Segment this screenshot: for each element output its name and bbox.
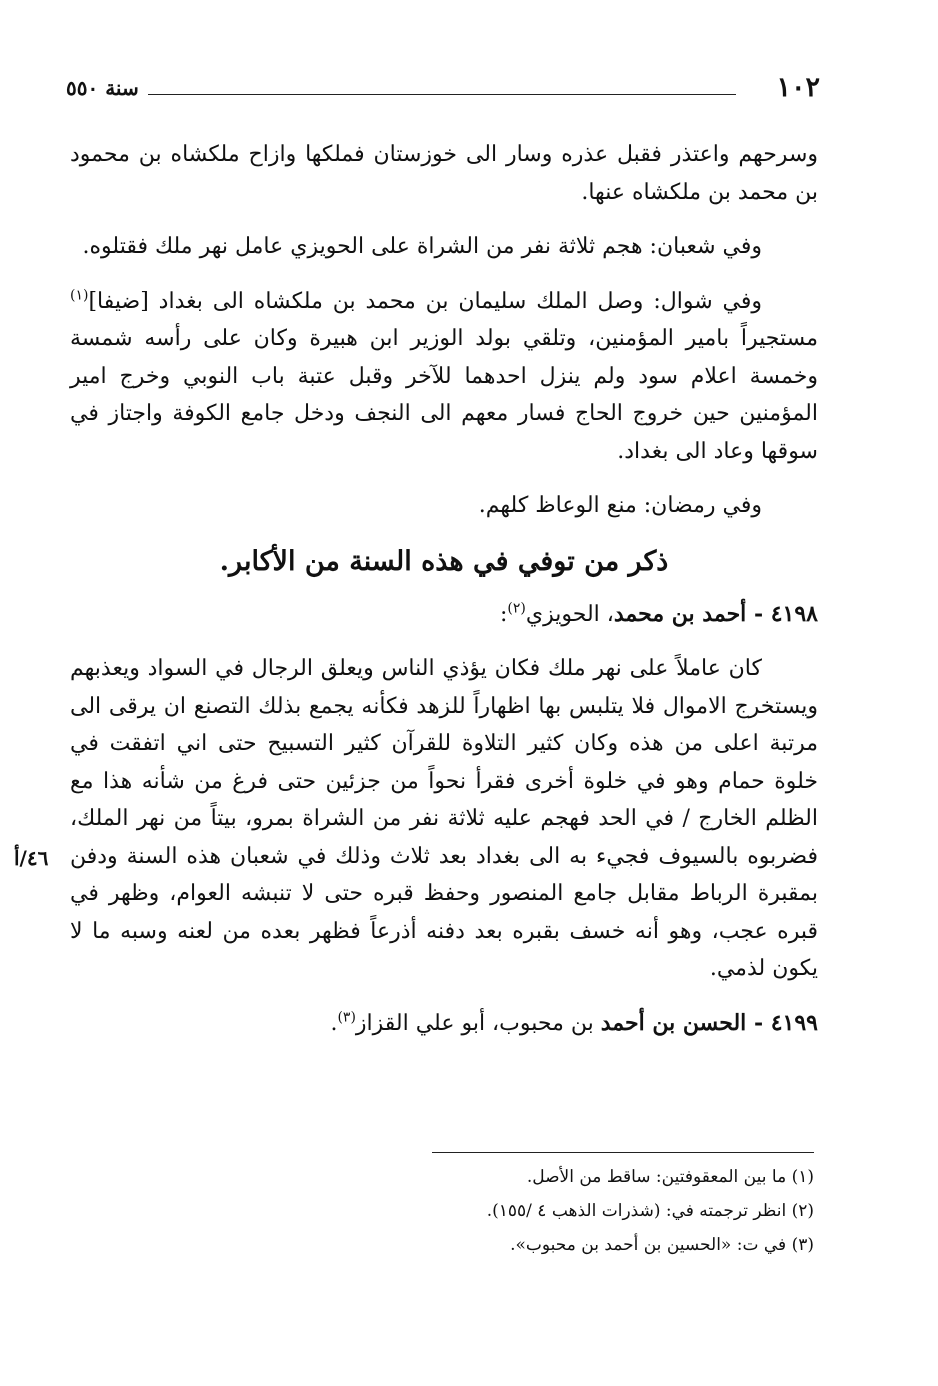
entry-suffix: : bbox=[500, 601, 508, 627]
entry-title: ٤١٩٨ - أحمد بن محمد، الحويزي$^{(٢)}$: bbox=[500, 600, 818, 627]
entry-title: ٤١٩٩ - الحسن بن أحمد بن محبوب، أبو علي القزاز$^{(٣)}$. bbox=[330, 1009, 818, 1036]
footnote-ref: (١) bbox=[70, 287, 89, 304]
entry-rest: بن محبوب، أبو علي القزاز bbox=[355, 1010, 601, 1036]
manuscript-folio-marker: ٤٦/أ bbox=[14, 846, 49, 870]
section-heading: ذكر من توفي في هذه السنة من الأكابر. bbox=[219, 545, 669, 577]
paragraph: وفي شعبان: هجم ثلاثة نفر من الشراة على الحويزي عامل نهر ملك فقتلوه. bbox=[82, 234, 762, 259]
header-rule bbox=[148, 94, 736, 95]
paragraph: وفي رمضان: منع الوعاظ كلهم. bbox=[478, 493, 762, 518]
footnote: (١) ما بين المعقوفتين: ساقط من الأصل. bbox=[526, 1167, 814, 1187]
entry-name: أحمد بن محمد bbox=[613, 600, 747, 627]
running-header bbox=[66, 72, 820, 108]
paragraph-text: وفي شوال: وصل الملك سليمان بن محمد بن ملكشاه الى بغداد [ضيفا] bbox=[88, 288, 762, 314]
footnote-ref: (٣) bbox=[337, 1009, 356, 1026]
footnote: (٣) في ت: «الحسين بن أحمد بن محبوب». bbox=[510, 1235, 814, 1255]
entry-number: ٤١٩٨ bbox=[770, 600, 818, 627]
page-number: ١٠٢ bbox=[776, 72, 820, 103]
footnote-ref: (٢) bbox=[507, 600, 526, 617]
footnotes bbox=[254, 1160, 814, 1262]
footnote: (٢) انظر ترجمته في: (شذرات الذهب ٤ /١٥٥). bbox=[486, 1201, 814, 1221]
entry-name: الحسن بن أحمد bbox=[600, 1009, 747, 1036]
paragraph: وسرحهم واعتذر فقبل عذره وسار الى خوزستان فملكها وازاح ملكشاه بن محمود بن محمد بن ملكشاه عنها. bbox=[70, 142, 818, 205]
entry-suffix: . bbox=[330, 1010, 338, 1036]
entry-number: ٤١٩٩ bbox=[770, 1009, 818, 1036]
paragraph-text: مستجيراً بامير المؤمنين، وتلقي بولد الوزير ابن هبيرة وكان على رأسه شمسة وخمسة اعلام سود ولم ينزل احدهما للآخر وقبل عتبة باب النوبي وخرج امير المؤمنين حين خروج الحاج فسار معهم الى النجف ودخل جامع الكوفة واجتاز في سوقها وعاد الى بغداد. bbox=[70, 326, 818, 464]
entry-body: كان عاملاً على نهر ملك فكان يؤذي الناس ويعلق الرجال في السواد ويعذبهم ويستخرج الاموال فلا يتلبس بها اظهاراً للزهد فكأنه يجمع بذلك التصنع ان يرقى الى مرتبة اعلى من هذه وكان كثير التلاوة للقرآن كثير التسبيح حتى اني اتفقت في خلوة حمام وهو في خلوة أخرى فقرأ نحواً من جزئين حتى فرغ من شأنه هذا مع الظلم الخارج / في الحد فهجم عليه ثلاثة نفر من الشراة بمرو، بيتاً من نهر الملك، فضربوه بالسيوف فجيء به الى بغداد بعد ثلاث وذلك في شعبان هذه السنة ودفن بمقبرة الرباط مقابل جامع المنصور وحفظ قبره حتى لا تنبشه العوام، وظهر في قبره عجب، وهو أنه خسف بقبره بعد دفنه أذرعاً فظهر بعده من لعنه وسبه ما لا يكون لذمي. bbox=[70, 656, 818, 981]
paragraph bbox=[70, 283, 818, 471]
header-year: سنة ٥٥٠ bbox=[66, 76, 139, 100]
footnote-rule bbox=[432, 1152, 814, 1153]
main-text bbox=[70, 136, 818, 1059]
entry-rest: ، الحويزي bbox=[525, 601, 614, 627]
